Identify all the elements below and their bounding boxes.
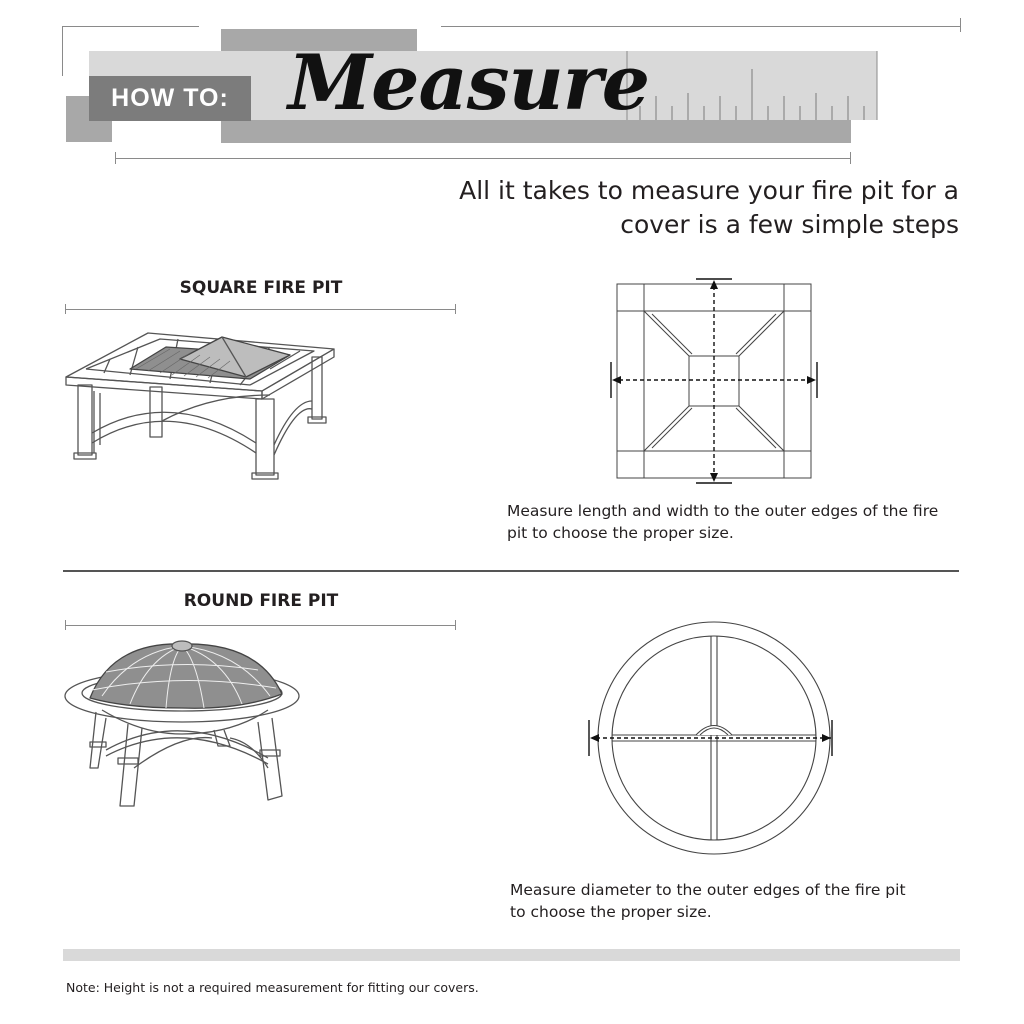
intro-line: All it takes to measure your fire pit for a (459, 176, 959, 205)
decor-line (62, 26, 63, 76)
section-rule (455, 620, 456, 630)
description-line: pit to choose the proper size. (507, 524, 734, 542)
intro-line: cover is a few simple steps (620, 210, 959, 239)
round-diagram (584, 620, 838, 860)
round-description (510, 879, 906, 923)
decor-line (960, 18, 961, 32)
page-title: Measure (288, 38, 650, 127)
how-to-badge: HOW TO: (89, 76, 251, 121)
section-title-square: SQUARE FIRE PIT (179, 278, 343, 298)
footer-note: Note: Height is not a required measurement for fitting our covers. (66, 980, 479, 995)
description-line: Measure diameter to the outer edges of the fire pit (510, 881, 906, 899)
section-rule (65, 620, 66, 630)
decor-line (115, 158, 851, 159)
square-fire-pit-illustration (60, 325, 340, 485)
footer-bar (63, 949, 960, 961)
decor-line (441, 26, 961, 27)
description-line: to choose the proper size. (510, 903, 712, 921)
round-fire-pit-illustration (62, 638, 310, 810)
section-rule (66, 625, 456, 626)
section-rule (455, 304, 456, 314)
section-rule (66, 309, 456, 310)
description-line: Measure length and width to the outer edges of the fire (507, 502, 939, 520)
square-description (507, 500, 938, 544)
decor-line (850, 152, 851, 164)
intro-text (439, 174, 959, 242)
decor-line (115, 152, 116, 164)
decor-line (62, 26, 199, 27)
square-diagram (606, 276, 830, 488)
ruler-icon (620, 51, 880, 121)
section-rule (65, 304, 66, 314)
section-divider (63, 570, 959, 572)
section-title-round: ROUND FIRE PIT (183, 591, 339, 611)
